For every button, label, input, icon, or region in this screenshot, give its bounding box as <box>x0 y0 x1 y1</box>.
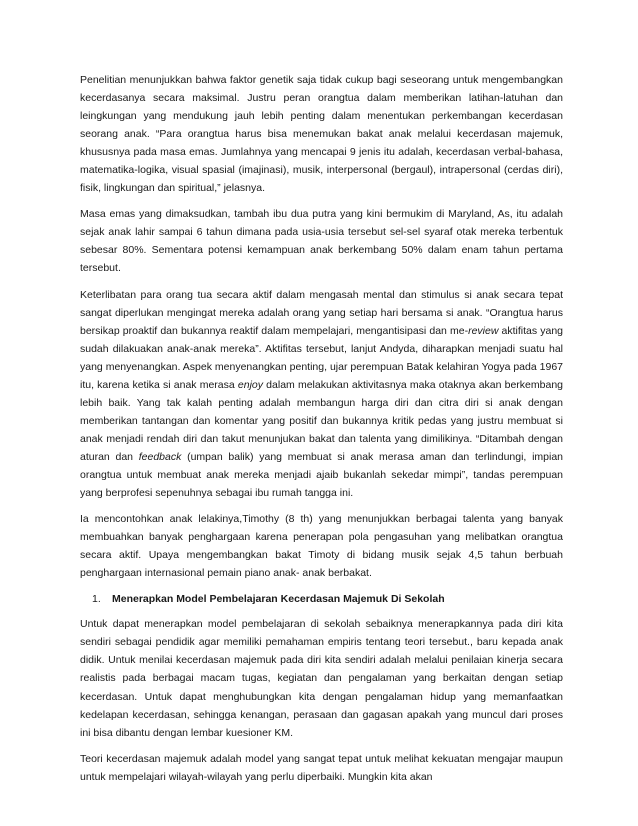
paragraph-5 <box>80 615 563 741</box>
paragraph-3-text: (umpan balik) yang membuat si anak merasa aman dan terlindungi, impian orangtua untuk membuat anak mereka menjadi ajaib bukanlah sekedar mimpi”, tandas perempuan yang berprofesi sepenuhnya sebagai ibu rumah tangga ini. <box>80 450 563 500</box>
paragraph-3-text: dalam melakukan aktivitasnya maka otaknya akan berkembang lebih baik. Yang tak kalah penting adalah membangun harga diri dan citra diri si anak dengan memberikan tantangan dan komentar yang positif dan bukannya kritik pedas yang justru membuat si anak menjadi rendah diri dan takut menunjukan bakat dan talenta yang dimilikinya. “Ditambah dengan aturan dan <box>80 378 563 463</box>
paragraph-4-text: Ia mencontohkan anak lelakinya,Timothy (8 th) yang menunjukkan berbagai talenta yang banyak membuahkan banyak penghargaan karena penerapan pola pengasuhan yang melibatkan orangtua secara aktif. Upaya mengembangkan bakat Timoty di bidang musik sejak 4,5 tahun berbuah penghargaan internasional pemain piano anak- anak berbakat. <box>80 513 563 580</box>
paragraph-3-italic-feedback: feedback <box>138 450 182 463</box>
paragraph-5-text: Untuk dapat menerapkan model pembelajaran di sekolah sebaiknya menerapkannya pada diri kita sendiri sebagai pendidik agar memiliki pemahaman empiris tentang teori tersebut., baru kepada anak didik. Untuk menilai kecerdasan majemuk pada diri kita sendiri adalah melalui penilaian kinerja secara realistis pada berbagai macam tugas, kegiatan dan pengalaman yang berkaitan dengan setiap kecerdasan. Untuk dapat menghubungkan kita dengan pengalaman hidup yang memanfaatkan kedelapan kecerdasan, sehingga kenangan, perasaan dan gagasan apakah yang muncul dari proses ini bisa dibantu dengan lembar kuesioner KM. <box>80 618 563 739</box>
paragraph-6 <box>80 750 563 786</box>
section-heading-text: Menerapkan Model Pembelajaran Kecerdasan Majemuk Di Sekolah <box>112 593 445 606</box>
paragraph-3-italic-enjoy: enjoy <box>237 378 264 391</box>
section-heading <box>92 590 563 608</box>
paragraph-3-text: aktifitas yang sudah dilakuakan anak-anak mereka”. Aktifitas tersebut, lanjut Andyda, diharapkan menjadi suatu hal yang menyenangkan. Aspek menyenangkan penting, ujar perempuan Batak kelahiran Yogya pada 1967 itu, karena ketika si anak merasa <box>80 324 563 391</box>
paragraph-6-text: Teori kecerdasan majemuk adalah model yang sangat tepat untuk melihat kekuatan mengajar maupun untuk mempelajari wilayah-wilayah yang perlu diperbaiki. Mungkin kita akan <box>80 752 563 783</box>
document-page <box>80 71 563 794</box>
paragraph-4 <box>80 510 563 582</box>
paragraph-3 <box>80 286 563 503</box>
paragraph-2-text: Masa emas yang dimaksudkan, tambah ibu dua putra yang kini bermukim di Maryland, As, itu adalah sejak anak lahir sampai 6 tahun dimana pada usia-usia tersebut sel-sel syaraf otak mereka terbentuk sebesar 80%. Sementara potensi kemampuan anak berkembang 50% dalam enam tahun pertama tersebut. <box>80 208 563 275</box>
paragraph-1-text: Penelitian menunjukkan bahwa faktor genetik saja tidak cukup bagi seseorang untuk mengembangkan kecerdasanya secara maksimal. Justru peran orangtua dalam memberikan latihan-latuhan dan leingkungan yang mendukung jauh lebih penting dalam menentukan perkembangan kecerdasan seorang anak. “Para orangtua harus bisa menemukan bakat anak melalui kecerdasan majemuk, khususnya pada masa emas. Jumlahnya yang mencapai 9 jenis itu adalah, kecerdasan verbal-bahasa, matematika-logika, visual spasial (imajinasi), musik, interpersonal (bergaul), intrapersonal (cerdas diri), fisik, lingkungan dan spiritual,” jelasnya. <box>80 74 563 195</box>
paragraph-2 <box>80 205 563 277</box>
paragraph-3-text: Keterlibatan para orang tua secara aktif dalam mengasah mental dan stimulus si anak secara tepat sangat diperlukan mengingat mereka adalah orang yang setiap hari bersama si anak. “Orangtua harus bersikap proaktif dan bukannya reaktif dalam mempelajari, mengantisipasi dan me- <box>80 288 563 337</box>
section-heading-number: 1. <box>92 593 101 606</box>
paragraph-1 <box>80 71 563 197</box>
paragraph-3-italic-review: review <box>468 324 499 337</box>
